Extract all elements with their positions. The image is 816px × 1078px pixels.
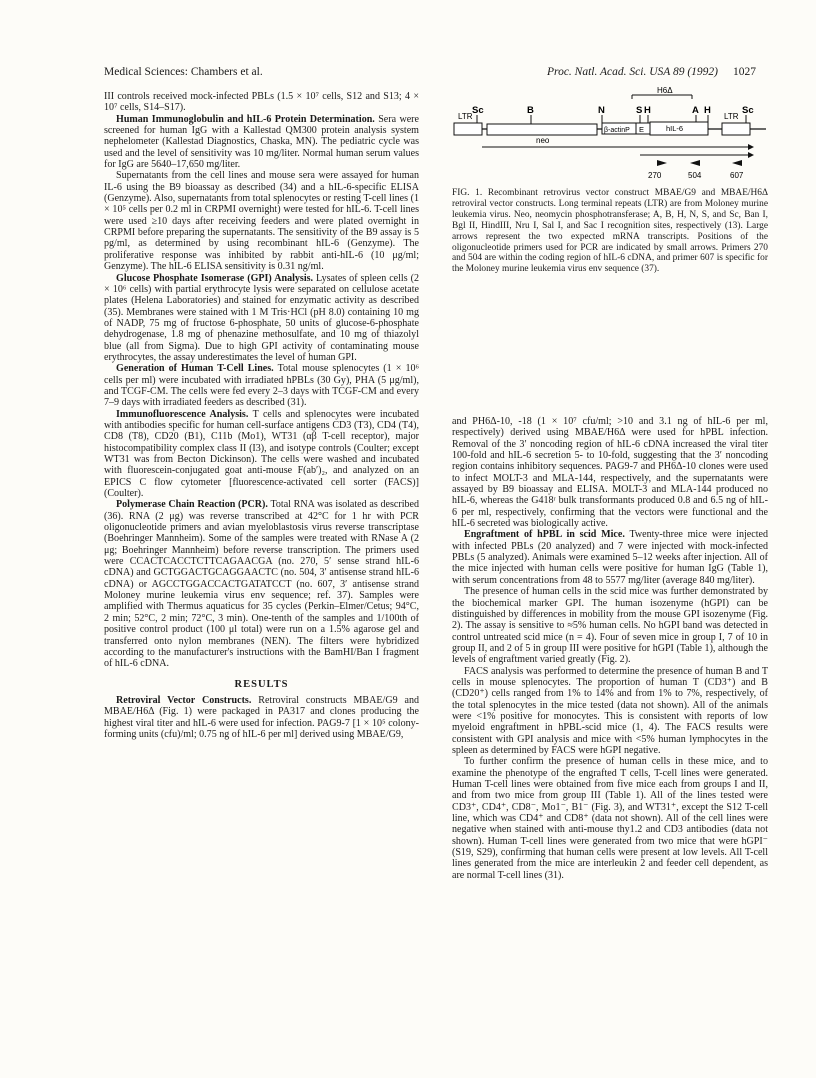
paragraph <box>104 409 419 500</box>
e-label: E <box>639 125 645 134</box>
paragraph <box>104 363 419 408</box>
paragraph-text: T cells and splenocytes were incubated with antibodies specific for human cell-surface antigens CD3 (T3), CD4 (T4), CD8 (T8), CD20 (B1), C11b (Mo1), WT31 (αβ T-cell receptor), major histocompatibility complex class II (I3), and isotype controls (Coulter; except WT31 was from Becton Dickinson). The cells were washed and incubated with fluorescein-conjugated goat anti-mouse F(ab′)₂, and analyzed on an EPICS C flow cytometer [fluorescence-activated cell sorter (FACS)] (Coulter). <box>104 408 419 500</box>
site-label: H <box>704 105 711 116</box>
paragraph: FACS analysis was performed to determine the presence of human B and T cells in mouse splenocytes. The proportion of human T (CD3⁺) and B (CD20⁺) cells ranged from 1% to 14% and from 1% to 7%, respectively, of the total splenocytes in the mice tested (data not shown). All of the animals were <1% positive for monocytes. This is consistent with reports of low myeloid engraftment in hPBL-scid mice (1, 4). The FACS results were consistent with GPI analysis and mice with <5% human lymphocytes in the spleen as determined by FACS were hGPI negative. <box>452 665 768 756</box>
site-label: H <box>644 105 651 116</box>
results-heading: RESULTS <box>234 678 289 690</box>
site-label: S <box>636 105 643 116</box>
site-label: N <box>598 105 605 116</box>
paragraph-text: Lysates of spleen cells (2 × 10⁶ cells) with partial erythrocyte lysis were separated on cellulose acetate plates (Helena Laboratories) and stained for enzymatic activity as described (35). Membranes were stained with 1 M Tris·HCl (pH 8.0) containing 10 mg of NADP, 75 mg of fructose 6-phosphate, 50 units of glucose-6-phosphate dehydrogenase, 1.8 mg of phenazine methosulfate, and 10 mg of thiazolyl blue (all from Sigma). Due to high GPI activity of contaminating mouse erythrocytes, the assay underestimates the level of human GPI. <box>104 272 419 363</box>
primer-270-arrow <box>657 160 667 166</box>
ltr-label-right: LTR <box>724 112 739 121</box>
primer-label: 504 <box>688 171 702 180</box>
section-heading: Human Immunoglobulin and hIL-6 Protein Determination. <box>116 113 375 125</box>
site-label: A <box>692 105 699 116</box>
section-heading: Immunofluorescence Analysis. <box>116 408 249 420</box>
section-heading: Retroviral Vector Constructs. <box>116 694 252 706</box>
primer-607-arrow <box>732 160 742 166</box>
paragraph-text: Total RNA was isolated as described (36). RNA (2 μg) was reverse transcribed at 42°C for 1 hr with PCR oligonucleotide primers and avian myeloblastosis virus reverse transcriptase (Boehringer Mannheim). Some of the samples were treated with RNase A (2 μg; Boehringer Mannheim) before reverse transcription. The primers used were CCACTCACCTCTTCAGAACGA (no. 270, 5′ sense strand hIL-6 cDNA) and GCTGGACTGCAGGAACTC (no. 504, 3′ antisense strand hIL-6 cDNA) or AGCCTGGACCACTGATATCCT (no. 607, 3′ antisense strand Moloney murine leukemia virus env sequence; ref. 37). Samples were amplified with Thermus aquaticus for 35 cycles (Perkin–Elmer/Cetus; 94°C, 2 min; 52°C, 2 min; 72°C, 3 min). One-tenth of the samples and 1/100th of positive control product (100 μl total) were run on a 1.5% agarose gel and transferred onto nylon membranes (NEN). The filters were hybridized according to the manufacturer's instructions with the BamHI/Ban I fragment of hIL-6 cDNA. <box>104 499 419 670</box>
paragraph: III controls received mock-infected PBLs (1.5 × 10⁷ cells, S12 and S13; 4 × 10⁷ cells, S14–S17). <box>104 91 419 114</box>
neo-label: neo <box>536 136 550 145</box>
primer-label: 270 <box>648 171 662 180</box>
ltr-label-left: LTR <box>458 112 473 121</box>
section-heading: Engraftment of hPBL in scid Mice. <box>464 529 625 541</box>
site-label: Sc <box>472 105 484 116</box>
site-label: B <box>527 105 534 116</box>
section-heading: Glucose Phosphate Isomerase (GPI) Analysis. <box>116 272 314 284</box>
figure-label: FIG. 1. <box>452 188 483 198</box>
paragraph-text: Sera were screened for human IgG with a Kallestad QM300 protein analysis system nephelometer (Kallestad Diagnostics, Chaska, MN). The pediatric cycle was used and the level of sensitivity was 10 mg/liter. Normal human serum values for IgG are 5640–17,650 mg/liter. <box>104 113 419 171</box>
journal-citation: Proc. Natl. Acad. Sci. USA 89 (1992) <box>547 66 718 78</box>
caption-text: Recombinant retrovirus vector construct MBAE/G9 and MBAE/H6Δ retroviral vector constructs. Long terminal repeats (LTR) are from Moloney murine leukemia virus. Neo, neomycin phosphotransferase; A, B, H, N, S, and Sc, Ban I, Bgl II, HindIII, Nru I, Sal I, and Sac I recognition sites, respectively (13). Large arrows represent the two expected mRNA transcripts. Positions of the oligonucleotide primers used for PCR are indicated by small arrows. Primers 270 and 504 are within the coding region of hIL-6 cDNA, and primer 607 is specific for the Moloney murine leukemia virus env sequence (37). <box>452 188 769 275</box>
paragraph <box>452 529 768 586</box>
paragraph <box>104 695 419 740</box>
paragraph-text: Retroviral constructs MBAE/G9 and MBAE/H6Δ (Fig. 1) were packaged in PA317 and clones producing the highest viral titer and hIL-6 were used for infection. PAG9-7 [1 × 10⁵ colony-forming units (cfu)/ml; 0.75 ng of hIL-6 per ml] derived using MBAE/G9, <box>104 694 419 740</box>
paragraph: The presence of human cells in the scid mice was further demonstrated by the biochemical marker GPI. The human isozenyme (hGPI) can be distinguished by differences in mobility from the mouse GPI isozenyme (Fig. 2). The assay is sensitive to ≈5% human cells. No hGPI band was detected in control untreated scid mice (n = 4). Four of seven mice in group I, 7 of 10 in group II, and 2 of 5 in group III were positive for hGPI (Table 1), although the levels of engraftment varied greatly (Fig. 2). <box>452 586 768 666</box>
section-heading: Polymerase Chain Reaction (PCR). <box>116 499 268 511</box>
ltr-box-right <box>722 123 750 135</box>
section-heading: Generation of Human T-Cell Lines. <box>116 363 274 375</box>
primer-504-arrow <box>690 160 700 166</box>
paragraph: To further confirm the presence of human cells in these mice, and to examine the phenotype of the engrafted T cells, T-cell lines were generated. Human T-cell lines were obtained from five mice each from groups I and II, and from two mice from group III (Table 1). All of the lines tested were CD3⁺, CD4⁺, CD8⁻, Mo1⁻, B1⁻ (Fig. 3), and WT31⁺, except the S12 T-cell line, which was CD4⁺ and CD8⁺ (data not shown). All of the cell lines were negative when stained with anti-mouse thy1.2 and CD3 antibodies (data not shown). Human T-cell lines were generated from two mice that were hGPI⁻ (S19, S29), confirming that human cells were present at low levels. All T-cell lines generated from the mice are interleukin 2 and feeder cell dependent, as are normal T-cell lines (31). <box>452 756 768 881</box>
paragraph-text: Twenty-three mice were injected with infected PBLs (20 analyzed) and 7 were injected with mock-infected PBLs (5 analyzed). Animals were examined 5–12 weeks after injection. All of the mice injected with human cells were positive for human IgG (Table 1), with serum concentrations from 48 to 5577 mg/liter (average 840 mg/liter). <box>452 529 768 586</box>
paragraph: and PH6Δ-10, -18 (1 × 10⁷ cfu/ml; >10 and 3.1 ng of hIL-6 per ml, respectively) derived using MBAE/H6Δ were used for hPBL infection. Removal of the 3′ noncoding region of hIL-6 cDNA increased the viral titer 100-fold and hIL-6 secretion 5- to 10-fold, suggesting that the 3′ noncoding region contains inhibitory sequences. PAG9-7 and PH6Δ-10 clones were used to infect MOLT-3 and MLA-144, respectively, and the supernatants were assayed by B9 bioassay and ELISA. MOLT-3 and MLA-144 produced no hIL-6, whereas the G418ʳ bulk transformants produced 0.8 and 6.5 ng of hIL-6 per ml, respectively, confirming that the vectors were functional and the hIL-6 secreted was biologically active. <box>452 416 768 530</box>
page-number: 1027 <box>733 66 756 78</box>
running-header-left: Medical Sciences: Chambers et al. <box>104 66 263 78</box>
left-column <box>104 91 419 740</box>
paragraph-text: Total mouse splenocytes (1 × 10⁶ cells per ml) were incubated with irradiated hPBLs (30 Gy), PHA (5 μg/ml), and TCGF-CM. The cells were fed every 2–3 days with TCGF-CM and every 7–9 days with irradiated feeders as described (31). <box>104 363 419 409</box>
figure-1-caption <box>452 188 768 275</box>
hil6-label: hIL-6 <box>666 124 684 133</box>
site-label: Sc <box>742 105 754 116</box>
h6-label: H6Δ <box>657 86 673 95</box>
paragraph <box>104 114 419 171</box>
vector-construct-svg <box>452 85 768 185</box>
primer-label: 607 <box>730 171 744 180</box>
neo-box <box>487 124 597 135</box>
paragraph <box>104 499 419 669</box>
bactin-label: β-actinP <box>604 127 630 134</box>
right-column <box>452 416 768 881</box>
ltr-box-left <box>454 123 482 135</box>
paragraph: Supernatants from the cell lines and mouse sera were assayed for human IL-6 using the B9 bioassay as described (34) and a hIL-6-specific ELISA (Genzyme). Also, supernatants from total splenocytes or resting T-cell lines (1 × 10⁵ cells per 0.2 ml in CRPMI overnight) were tested for hIL-6. T-cell lines were used ≥10 days after receiving feeders and were plated overnight in CRPMI before preparing the supernatants. The sensitivity of the B9 assay is 5 pg/ml, as determined by using recombinant hIL-6 (Genzyme). The proliferative response was inhibited by rabbit anti-hIL-6 (10 μg/ml; Genzyme). The hIL-6 ELISA sensitivity is 0.31 ng/ml. <box>104 170 419 273</box>
paragraph <box>104 273 419 364</box>
running-header-right <box>452 66 756 78</box>
